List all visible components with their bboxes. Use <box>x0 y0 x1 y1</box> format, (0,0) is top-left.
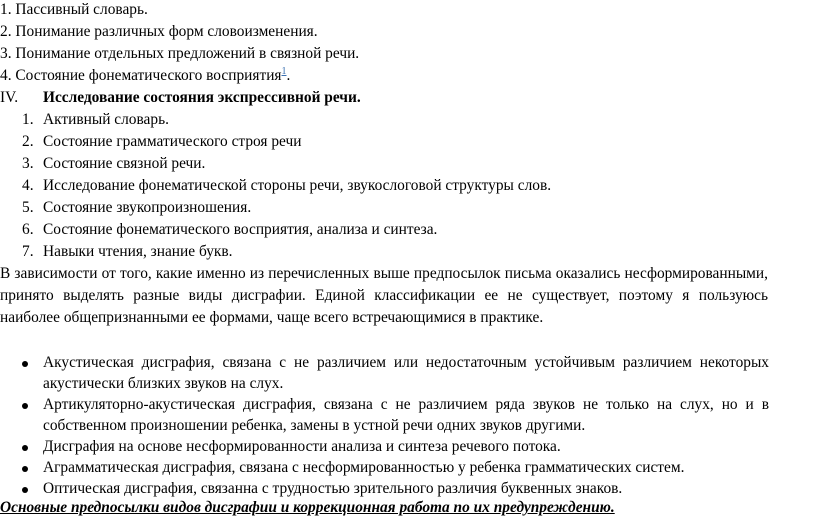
paragraph-line-2: принято выделять разные виды дисграфии. Единой классификации ее не существует, поэтому я пользуюсь <box>0 287 768 304</box>
item-number: 3. <box>0 45 12 62</box>
item-number: 4. <box>0 67 12 84</box>
expr-text-7: Навыки чтения, знание букв. <box>43 243 233 260</box>
item-text: Состояние фонематического восприятия <box>15 67 282 84</box>
bullet-icon <box>22 445 28 451</box>
expr-num-4: 4. <box>22 177 34 194</box>
item-text: Пассивный словарь. <box>15 1 148 18</box>
passive-item-2 <box>0 22 318 42</box>
expr-num-7: 7. <box>22 243 34 260</box>
footnote-link[interactable]: 1 <box>281 66 287 77</box>
paragraph-line-3: наиболее общепризнанными ее формами, чаще всего встречающимися в практике. <box>0 309 544 326</box>
bullet-icon <box>22 361 28 367</box>
expr-num-2: 2. <box>22 133 34 150</box>
item-text: Понимание отдельных предложений в связной речи. <box>15 45 360 62</box>
expr-num-6: 6. <box>22 221 34 238</box>
expr-num-5: 5. <box>22 199 34 216</box>
bullet-1-line-2: акустически близких звуков на слух. <box>43 375 284 392</box>
expr-text-2: Состояние грамматического строя речи <box>43 133 302 150</box>
item-number: 1. <box>0 1 12 18</box>
expr-text-6: Состояние фонематического восприятия, анализа и синтеза. <box>43 221 438 238</box>
section-numeral: IV. <box>0 89 19 106</box>
expr-text-1: Активный словарь. <box>43 111 169 128</box>
expr-num-1: 1. <box>22 111 34 128</box>
expr-num-3: 3. <box>22 155 34 172</box>
passive-item-3 <box>0 44 359 64</box>
expr-text-4: Исследование фонематической стороны речи, звукослоговой структуры слов. <box>43 177 552 194</box>
expr-text-3: Состояние связной речи. <box>43 155 206 172</box>
bullet-4-text: Аграмматическая дисграфия, связана с несформированностью у ребенка грамматических систем. <box>43 459 685 476</box>
item-number: 2. <box>0 23 12 40</box>
paragraph-line-1: В зависимости от того, какие именно из перечисленных выше предпосылок письма оказались несформированными, <box>0 265 768 282</box>
section-title: Исследование состояния экспрессивной речи. <box>43 89 361 106</box>
expr-text-5: Состояние звукопроизношения. <box>43 199 252 216</box>
section-heading-footer: Основные предпосылки видов дисграфии и коррекционная работа по их предупреждению. <box>0 499 615 516</box>
bullet-3-text: Дисграфия на основе несформированности анализа и синтеза речевого потока. <box>43 438 561 455</box>
bullet-1-line-1: Акустическая дисграфия, связана с не различием или недостаточным устойчивым различием некоторых <box>43 354 769 371</box>
item-text: Понимание различных форм словоизменения. <box>15 23 318 40</box>
bullet-5-text: Оптическая дисграфия, связанна с трудностью зрительного различия буквенных знаков. <box>43 480 623 497</box>
bullet-icon <box>22 466 28 472</box>
bullet-2-line-1: Артикуляторно-акустическая дисграфия, связана с не различием ряда звуков не только на слух, но и в <box>43 396 769 413</box>
passive-item-1 <box>0 0 148 20</box>
item-tail: . <box>286 67 291 84</box>
bullet-icon <box>22 403 28 409</box>
bullet-2-line-2: собственном произношении ребенка, замены в устной речи одних звуков другими. <box>43 417 586 434</box>
passive-item-4 <box>0 66 290 88</box>
bullet-icon <box>22 487 28 493</box>
